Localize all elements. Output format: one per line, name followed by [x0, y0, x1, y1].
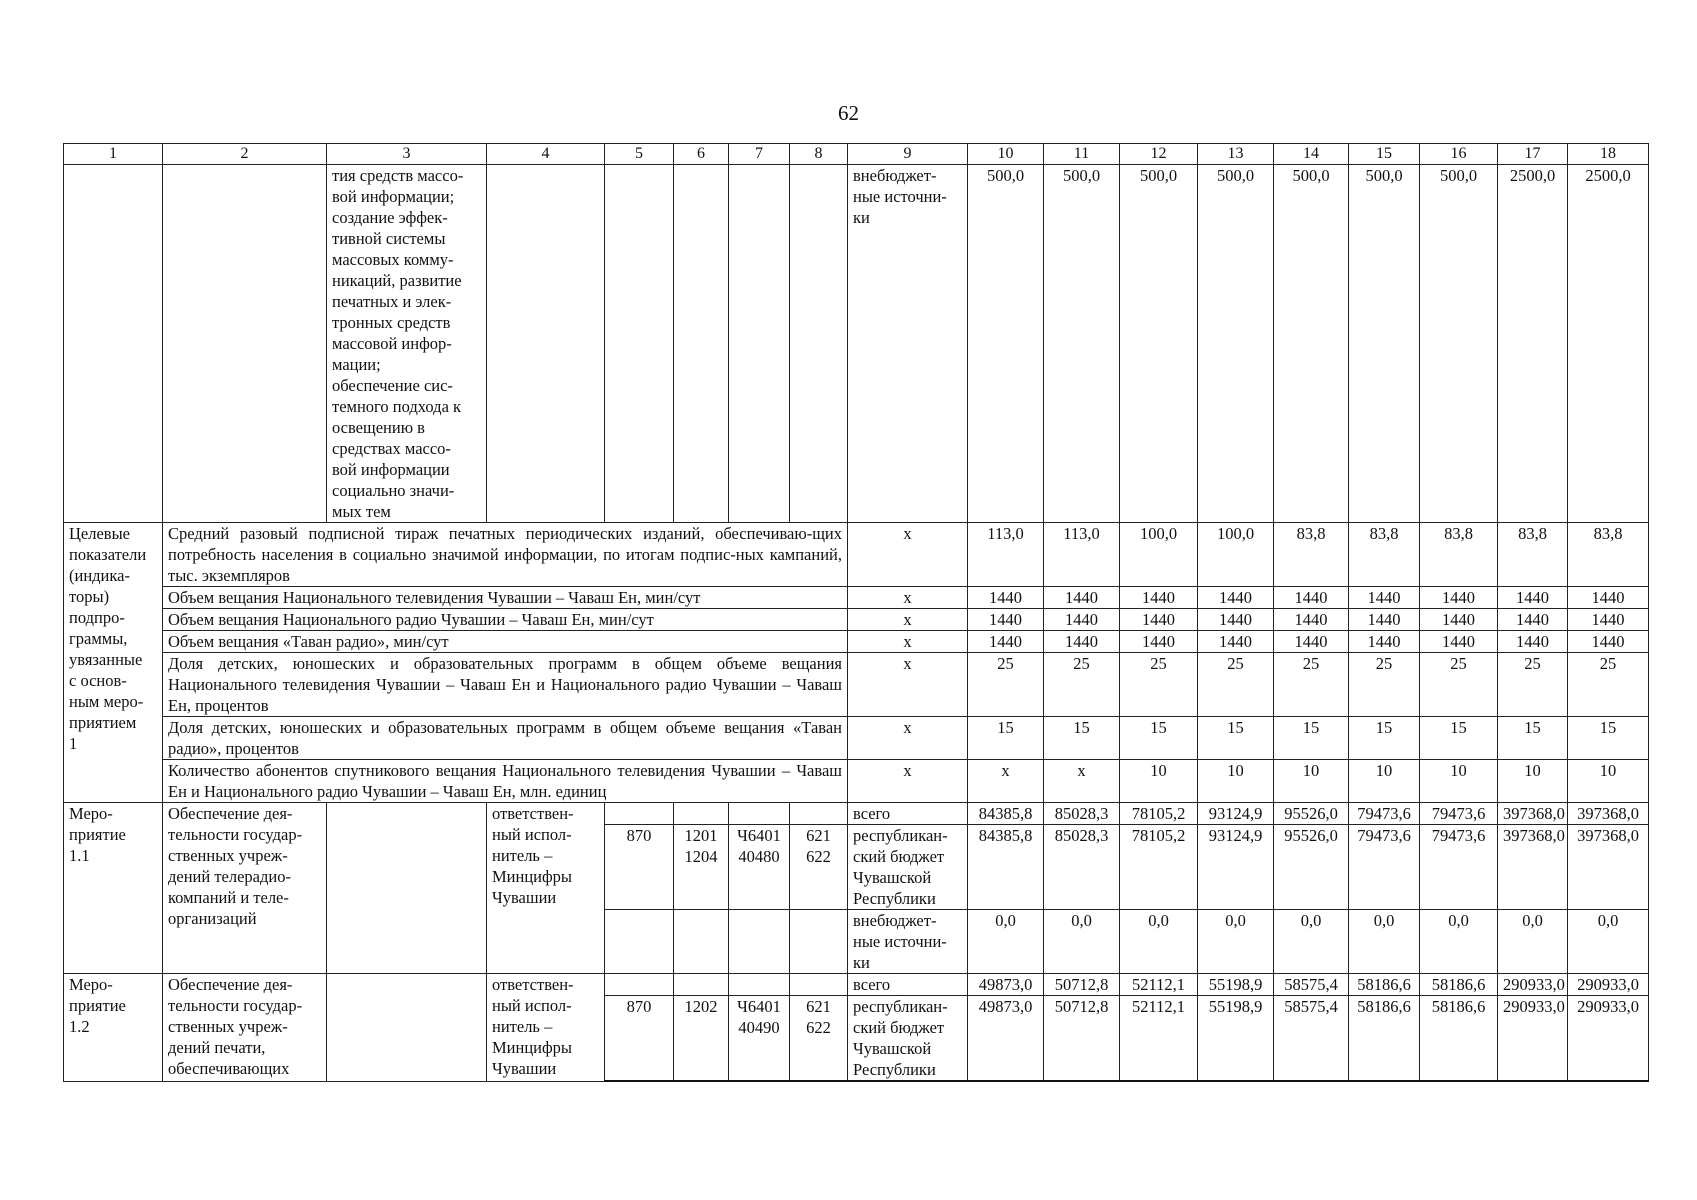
value-cell: 10: [1568, 760, 1649, 803]
empty-cell: [605, 803, 674, 825]
value-cell: 397368,0: [1568, 803, 1649, 825]
value-cell: 25: [1274, 653, 1349, 717]
value-cell: 49873,0: [968, 974, 1044, 996]
value-cell: 500,0: [1274, 165, 1349, 523]
indicator-row: [64, 609, 1649, 631]
indicator-text: Количество абонентов спутникового вещания Национального телевидения Чувашии – Чаваш Ен и Национального радио Чувашии – Чаваш Ен, млн. единиц: [163, 760, 848, 803]
value-cell: 113,0: [1044, 523, 1120, 587]
value-cell: 1440: [1198, 609, 1274, 631]
value-cell: 1440: [1120, 631, 1198, 653]
value-cell: 0,0: [1198, 910, 1274, 974]
value-cell: 1440: [1274, 631, 1349, 653]
measure-1-1-label: Меро- приятие 1.1: [64, 803, 163, 974]
value-cell: 49873,0: [968, 996, 1044, 1082]
funding-source: республикан- ский бюджет Чувашской Республики: [848, 825, 968, 910]
empty-cell: [487, 165, 605, 523]
indicator-text: Объем вещания «Таван радио», мин/сут: [163, 631, 848, 653]
value-cell: 58575,4: [1274, 996, 1349, 1082]
code-7: Ч6401 40480: [729, 825, 790, 910]
code-5: 870: [605, 996, 674, 1082]
value-cell: 84385,8: [968, 803, 1044, 825]
empty-cell: [674, 165, 729, 523]
value-cell: 10: [1498, 760, 1568, 803]
value-cell: 1440: [1120, 609, 1198, 631]
col-header: 5: [605, 144, 674, 165]
col-header: 17: [1498, 144, 1568, 165]
funding-source: республикан- ский бюджет Чувашской Республики: [848, 996, 968, 1082]
value-cell: 10: [1120, 760, 1198, 803]
code-7: Ч6401 40490: [729, 996, 790, 1082]
col-header: 7: [729, 144, 790, 165]
col-header: 8: [790, 144, 848, 165]
col-header: 13: [1198, 144, 1274, 165]
value-cell: 1440: [1044, 631, 1120, 653]
continuation-row: [64, 165, 1649, 523]
value-cell: 1440: [1120, 587, 1198, 609]
indicator-mark: х: [848, 760, 968, 803]
value-cell: 2500,0: [1498, 165, 1568, 523]
measure-1-2-label: Меро- приятие 1.2: [64, 974, 163, 1082]
measure-1-1-total-row: [64, 803, 1649, 825]
code-6: 1202: [674, 996, 729, 1082]
value-cell: 500,0: [1044, 165, 1120, 523]
empty-cell: [674, 803, 729, 825]
value-cell: 25: [1120, 653, 1198, 717]
indicator-text: Средний разовый подписной тираж печатных периодических изданий, обеспечиваю-щих потребность населения в социально значимой информации, по итогам подпис-ных кампаний, тыс. экземпляров: [163, 523, 848, 587]
value-cell: 58186,6: [1349, 996, 1420, 1082]
value-cell: 85028,3: [1044, 825, 1120, 910]
value-cell: 25: [1568, 653, 1649, 717]
col-header: 18: [1568, 144, 1649, 165]
value-cell: 25: [1044, 653, 1120, 717]
value-cell: 500,0: [1198, 165, 1274, 523]
value-cell: 1440: [1498, 587, 1568, 609]
value-cell: 58575,4: [1274, 974, 1349, 996]
value-cell: 1440: [1568, 631, 1649, 653]
value-cell: 15: [1568, 717, 1649, 760]
value-cell: 290933,0: [1568, 974, 1649, 996]
value-cell: 58186,6: [1420, 996, 1498, 1082]
empty-cell: [790, 803, 848, 825]
col-header: 3: [327, 144, 487, 165]
empty-cell: [605, 165, 674, 523]
value-cell: 83,8: [1420, 523, 1498, 587]
value-cell: 1440: [1349, 631, 1420, 653]
value-cell: 1440: [1498, 631, 1568, 653]
value-cell: 25: [968, 653, 1044, 717]
value-cell: 25: [1420, 653, 1498, 717]
value-cell: 1440: [1420, 609, 1498, 631]
measure-1-2-executor: ответствен- ный испол- нитель – Минцифры Чувашии: [487, 974, 605, 1082]
empty-cell: [790, 910, 848, 974]
indicator-mark: х: [848, 609, 968, 631]
empty-cell: [605, 910, 674, 974]
value-cell: 500,0: [1120, 165, 1198, 523]
value-cell: 58186,6: [1420, 974, 1498, 996]
empty-cell: [729, 910, 790, 974]
value-cell: 83,8: [1349, 523, 1420, 587]
value-cell: 58186,6: [1349, 974, 1420, 996]
program-funding-table: [63, 143, 1649, 1082]
value-cell: 50712,8: [1044, 996, 1120, 1082]
code-5: 870: [605, 825, 674, 910]
value-cell: 52112,1: [1120, 974, 1198, 996]
value-cell: 1440: [1274, 609, 1349, 631]
value-cell: 1440: [1349, 609, 1420, 631]
value-cell: 15: [1420, 717, 1498, 760]
indicator-text: Доля детских, юношеских и образовательных программ в общем объеме вещания «Таван радио», процентов: [163, 717, 848, 760]
value-cell: 83,8: [1568, 523, 1649, 587]
col-header: 1: [64, 144, 163, 165]
value-cell: 93124,9: [1198, 803, 1274, 825]
value-cell: 100,0: [1198, 523, 1274, 587]
value-cell: 1440: [1274, 587, 1349, 609]
value-cell: 290933,0: [1498, 974, 1568, 996]
indicator-text: Объем вещания Национального телевидения Чувашии – Чаваш Ен, мин/сут: [163, 587, 848, 609]
value-cell: 0,0: [968, 910, 1044, 974]
indicator-row: [64, 587, 1649, 609]
col-header: 16: [1420, 144, 1498, 165]
value-cell: 1440: [968, 587, 1044, 609]
value-cell: 1440: [1044, 587, 1120, 609]
value-cell: 95526,0: [1274, 825, 1349, 910]
empty-cell: [674, 974, 729, 996]
code-8: 621 622: [790, 996, 848, 1082]
indicator-mark: х: [848, 631, 968, 653]
value-cell: 15: [1349, 717, 1420, 760]
indicator-mark: х: [848, 587, 968, 609]
value-cell: 290933,0: [1568, 996, 1649, 1082]
measure-1-2-name: Обеспечение дея- тельности государ- ственных учреж- дений печати, обеспечивающих: [163, 974, 327, 1082]
value-cell: 10: [1198, 760, 1274, 803]
value-cell: 79473,6: [1349, 803, 1420, 825]
value-cell: 52112,1: [1120, 996, 1198, 1082]
value-cell: 500,0: [968, 165, 1044, 523]
value-cell: 113,0: [968, 523, 1044, 587]
column-number-row: [64, 144, 1649, 165]
indicator-row: [64, 760, 1649, 803]
value-cell: 10: [1420, 760, 1498, 803]
col-header: 14: [1274, 144, 1349, 165]
col-header: 9: [848, 144, 968, 165]
indicator-row: [64, 523, 1649, 587]
value-cell: 1440: [968, 631, 1044, 653]
col-header: 6: [674, 144, 729, 165]
col-header: 12: [1120, 144, 1198, 165]
value-cell: 55198,9: [1198, 974, 1274, 996]
value-cell: 79473,6: [1349, 825, 1420, 910]
value-cell: 1440: [968, 609, 1044, 631]
value-cell: 100,0: [1120, 523, 1198, 587]
value-cell: 55198,9: [1198, 996, 1274, 1082]
measure-1-2-total-row: [64, 974, 1649, 996]
indicator-text: Объем вещания Национального радио Чувашии – Чаваш Ен, мин/сут: [163, 609, 848, 631]
value-cell: 500,0: [1420, 165, 1498, 523]
indicator-mark: х: [848, 523, 968, 587]
value-cell: 1440: [1568, 609, 1649, 631]
empty-cell: [163, 165, 327, 523]
funding-source: внебюджет- ные источни- ки: [848, 165, 968, 523]
page-number: 62: [838, 101, 859, 125]
empty-cell: [729, 974, 790, 996]
value-cell: 93124,9: [1198, 825, 1274, 910]
empty-cell: [729, 165, 790, 523]
indicator-row: [64, 631, 1649, 653]
col-header: 2: [163, 144, 327, 165]
value-cell: 95526,0: [1274, 803, 1349, 825]
value-cell: 10: [1349, 760, 1420, 803]
value-cell: 25: [1498, 653, 1568, 717]
measure-1-1-name: Обеспечение дея- тельности государ- ственных учреж- дений телерадио- компаний и теле- организаций: [163, 803, 327, 974]
measure-1-1-executor: ответствен- ный испол- нитель – Минцифры Чувашии: [487, 803, 605, 974]
value-cell: 1440: [1568, 587, 1649, 609]
value-cell: 0,0: [1498, 910, 1568, 974]
value-cell: 79473,6: [1420, 803, 1498, 825]
value-cell: 1440: [1349, 587, 1420, 609]
value-cell: 1440: [1420, 631, 1498, 653]
value-cell: 1440: [1198, 587, 1274, 609]
value-cell: 83,8: [1274, 523, 1349, 587]
code-8: 621 622: [790, 825, 848, 910]
value-cell: 0,0: [1349, 910, 1420, 974]
value-cell: 0,0: [1568, 910, 1649, 974]
value-cell: 83,8: [1498, 523, 1568, 587]
value-cell: 50712,8: [1044, 974, 1120, 996]
value-cell: 1440: [1044, 609, 1120, 631]
value-cell: 84385,8: [968, 825, 1044, 910]
empty-cell: [674, 910, 729, 974]
value-cell: 15: [1120, 717, 1198, 760]
value-cell: 1440: [1420, 587, 1498, 609]
col-header: 11: [1044, 144, 1120, 165]
value-cell: 2500,0: [1568, 165, 1649, 523]
value-cell: 79473,6: [1420, 825, 1498, 910]
value-cell: 500,0: [1349, 165, 1420, 523]
funding-source: всего: [848, 803, 968, 825]
empty-cell: [327, 803, 487, 974]
value-cell: 15: [968, 717, 1044, 760]
value-cell: 85028,3: [1044, 803, 1120, 825]
funding-source: всего: [848, 974, 968, 996]
value-cell: 397368,0: [1568, 825, 1649, 910]
goals-text: тия средств массо- вой информации; создание эффек- тивной системы массовых комму- никаций, развитие печатных и элек- тронных средств массовой инфор- мации; обеспечение сис- темного подхода к освещению в средствах массо- вой информации социально значи- мых тем: [327, 165, 487, 523]
empty-cell: [790, 165, 848, 523]
empty-cell: [605, 974, 674, 996]
value-cell: х: [968, 760, 1044, 803]
col-header: 4: [487, 144, 605, 165]
value-cell: 10: [1274, 760, 1349, 803]
indicator-mark: х: [848, 717, 968, 760]
value-cell: 25: [1349, 653, 1420, 717]
indicators-label: Целевые показатели (индика- торы) подпро- граммы, увязанные с основ- ным меро- приятием 1: [64, 523, 163, 803]
value-cell: х: [1044, 760, 1120, 803]
col-header: 15: [1349, 144, 1420, 165]
value-cell: 0,0: [1120, 910, 1198, 974]
value-cell: 397368,0: [1498, 803, 1568, 825]
indicator-row: [64, 653, 1649, 717]
value-cell: 78105,2: [1120, 803, 1198, 825]
value-cell: 0,0: [1044, 910, 1120, 974]
value-cell: 0,0: [1274, 910, 1349, 974]
empty-cell: [729, 803, 790, 825]
empty-cell: [64, 165, 163, 523]
empty-cell: [327, 974, 487, 1082]
value-cell: 397368,0: [1498, 825, 1568, 910]
value-cell: 25: [1198, 653, 1274, 717]
value-cell: 15: [1044, 717, 1120, 760]
value-cell: 15: [1198, 717, 1274, 760]
indicator-mark: х: [848, 653, 968, 717]
indicator-row: [64, 717, 1649, 760]
value-cell: 1440: [1498, 609, 1568, 631]
value-cell: 0,0: [1420, 910, 1498, 974]
col-header: 10: [968, 144, 1044, 165]
empty-cell: [790, 974, 848, 996]
value-cell: 1440: [1198, 631, 1274, 653]
funding-source: внебюджет- ные источни- ки: [848, 910, 968, 974]
value-cell: 78105,2: [1120, 825, 1198, 910]
value-cell: 290933,0: [1498, 996, 1568, 1082]
value-cell: 15: [1274, 717, 1349, 760]
value-cell: 15: [1498, 717, 1568, 760]
indicator-text: Доля детских, юношеских и образовательных программ в общем объеме вещания Национального телевидения Чувашии – Чаваш Ен и Национального радио Чувашии – Чаваш Ен, процентов: [163, 653, 848, 717]
code-6: 1201 1204: [674, 825, 729, 910]
